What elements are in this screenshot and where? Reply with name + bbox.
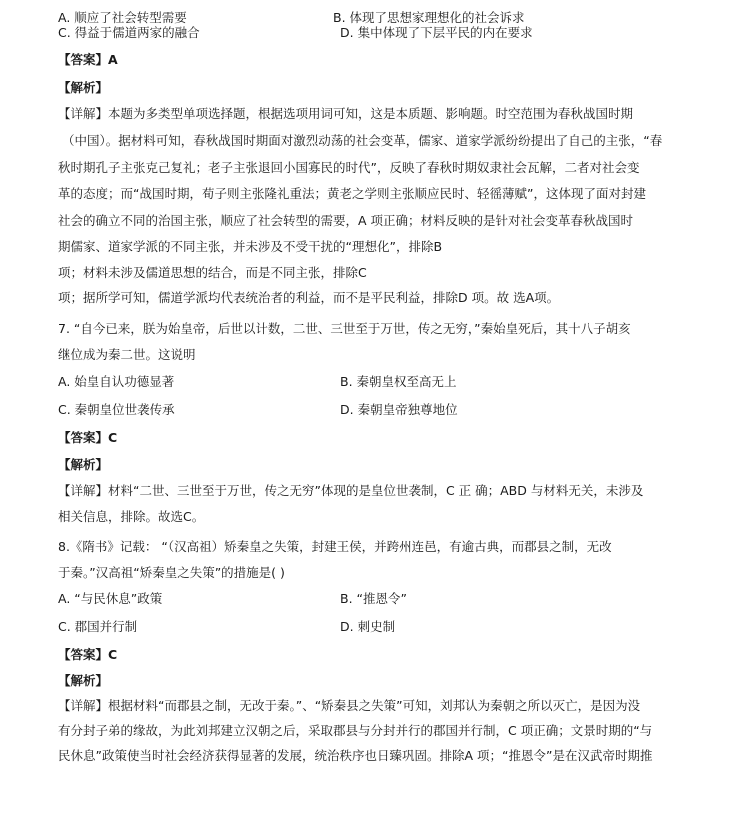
q7-option-a: A. 始皇自认功德显著 [58,374,175,389]
q7-detail-line: 【详解】材料“二世、三世至于万世，传之无穷”体现的是皇位世袭制，C 正 确；ABD 与材料无关，未涉及 [58,483,644,498]
q6-detail-line: 秋时期孔子主张克己复礼；老子主张退回小国寡民的时代”，反映了春秋时期奴隶社会瓦解，二者对社会变 [58,160,640,175]
q6-analysis-label: 【解析】 [58,80,109,95]
q6-detail-line: 期儒家、道家学派的不同主张，并未涉及不受干扰的“理想化”，排除B [58,239,443,254]
q8-option-c: C. 郡国并行制 [58,619,138,634]
q7-detail-line: 相关信息，排除。故选C。 [58,509,205,524]
q7-option-c: C. 秦朝皇位世袭传承 [58,402,175,417]
q8-stem-line: 8.《隋书》记载： “（汉高祖）矫秦皇之失策，封建王侯，并跨州连邑，有逾古典，而郡县之制，无改 [58,539,612,554]
q7-answer: 【答案】C [58,430,118,445]
q7-stem-line: 继位成为秦二世。这说明 [58,347,196,362]
q8-analysis-label: 【解析】 [58,673,109,688]
q8-detail-line: 民休息”政策使当时社会经济获得显著的发展，统治秩序也日臻巩固。排除A 项；“推恩令”是在汉武帝时期推 [58,748,653,763]
q6-detail-line: （中国）。据材料可知，春秋战国时期面对激烈动荡的社会变革，儒家、道家学派纷纷提出了自己的主张，“春 [62,133,663,148]
q8-answer: 【答案】C [58,647,118,662]
q6-detail-line: 项；据所学可知，儒道学派均代表统治者的利益，而不是平民利益，排除D 项。故 选A项。 [58,290,560,305]
q8-option-b: B. “推恩令” [340,591,407,606]
q6-option-b: B. 体现了思想家理想化的社会诉求 [333,10,525,25]
q6-detail-line: 革的态度；而“战国时期，荀子则主张隆礼重法；黄老之学则主张顺应民时、轻徭薄赋”，这体现了面对封建 [58,186,646,201]
q6-detail-line: 社会的确立不同的治国主张，顺应了社会转型的需要，A 项正确；材料反映的是针对社会变革春秋战国时 [58,213,634,228]
q7-option-b: B. 秦朝皇权至高无上 [340,374,457,389]
q8-detail-line: 有分封子弟的缘故，为此刘邦建立汉朝之后，采取郡县与分封并行的郡国并行制，C 项正确；文景时期的“与 [58,723,653,738]
q8-option-a: A. “与民休息”政策 [58,591,163,606]
q7-analysis-label: 【解析】 [58,457,109,472]
q7-stem-line: 7. “自今已来，朕为始皇帝，后世以计数，二世、三世至于万世，传之无穷，”秦始皇死后，其十八子胡亥 [58,321,631,336]
q6-answer: 【答案】A [58,52,118,67]
q6-detail-line: 项；材料未涉及儒道思想的结合，而是不同主张，排除C [58,265,367,280]
q7-option-d: D. 秦朝皇帝独尊地位 [340,402,458,417]
q6-option-d: D. 集中体现了下层平民的内在要求 [340,25,533,40]
q8-stem-line: 于秦。”汉高祖“矫秦皇之失策”的措施是( ) [58,565,285,580]
q8-option-d: D. 刺史制 [340,619,396,634]
q6-option-c: C. 得益于儒道两家的融合 [58,25,200,40]
q6-option-a: A. 顺应了社会转型需要 [58,10,187,25]
q8-detail-line: 【详解】根据材料“而郡县之制，无改于秦。”、“矫秦县之失策”可知，刘邦认为秦朝之所以灭亡，是因为没 [58,698,641,713]
q6-detail-line: 【详解】本题为多类型单项选择题，根据选项用词可知，这是本质题、影响题。时空范围为春秋战国时期 [58,106,634,121]
